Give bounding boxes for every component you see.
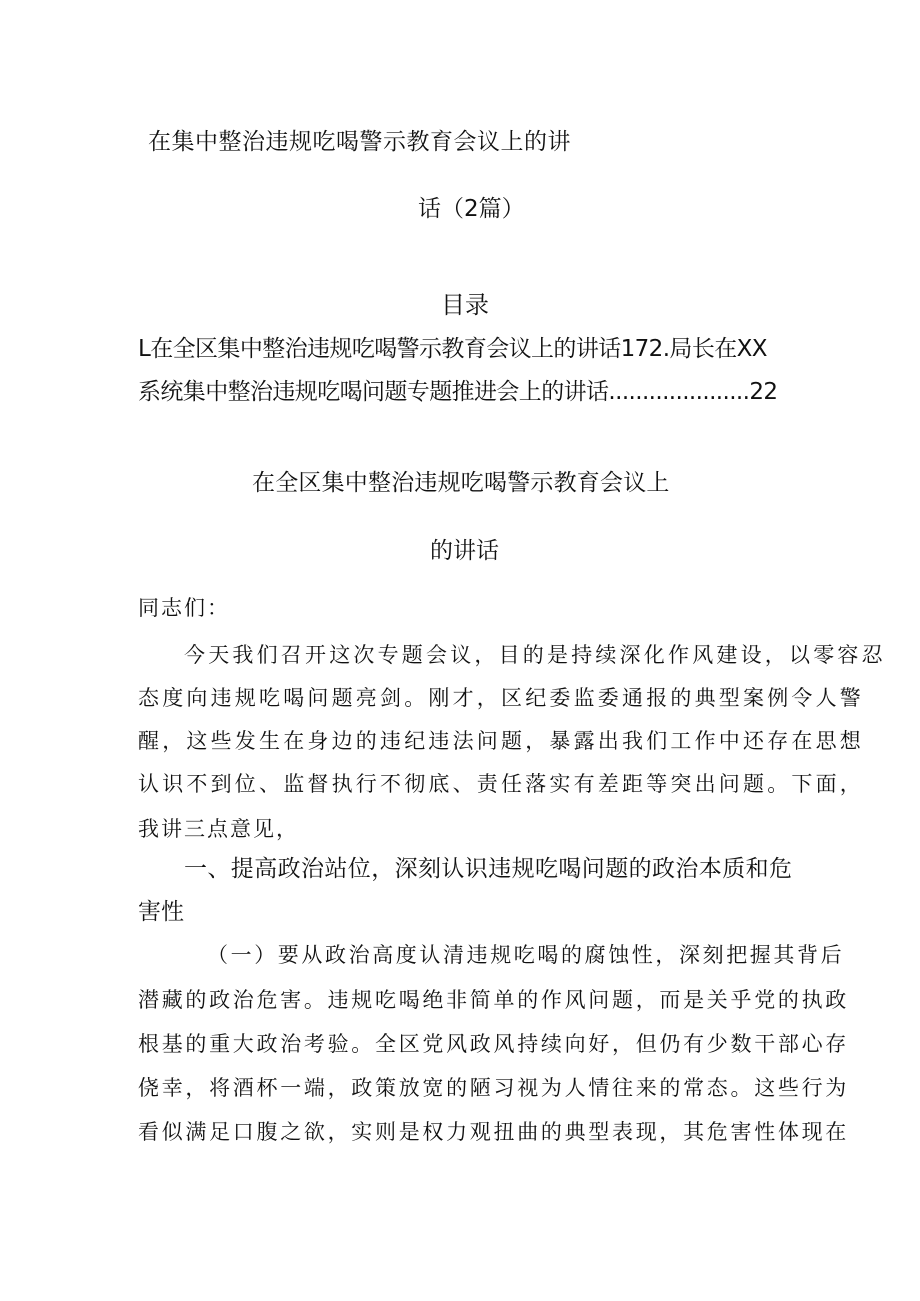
section1-heading-line2: 害性	[138, 899, 184, 925]
toc-entry-line1: L在全区集中整治违规吃喝警示教育会议上的讲话172.局长在XX	[138, 336, 767, 362]
document-title-line1: 在集中整治违规吃喝警示教育会议上的讲	[148, 129, 571, 155]
section1-line: 侥幸，将酒杯一端，政策放宽的陋习视为人情往来的常态。这些行为	[138, 1076, 849, 1100]
intro-line: 我讲三点意见，	[138, 817, 299, 841]
toc-heading: 目录	[441, 291, 489, 319]
intro-line: 态度向违规吃喝问题亮剑。刚才，区纪委监委通报的典型案例令人警	[138, 686, 864, 710]
section1-line: 看似满足口腹之欲，实则是权力观扭曲的典型表现，其危害性体现在	[138, 1120, 849, 1144]
section1-heading-line1: 一、提高政治站位，深刻认识违规吃喝问题的政治本质和危	[184, 856, 793, 882]
section1-line: 潜藏的政治危害。违规吃喝绝非简单的作风问题，而是关乎党的执政	[138, 988, 849, 1012]
section1-line: 根基的重大政治考验。全区党风政风持续向好，但仍有少数干部心存	[138, 1032, 849, 1056]
toc-entry-line2: 系统集中整治违规吃喝问题专题推进会上的讲话.....................22	[138, 379, 778, 405]
intro-line: 认识不到位、监督执行不彻底、责任落实有差距等突出问题。下面，	[138, 772, 864, 796]
intro-line: 今天我们召开这次专题会议，目的是持续深化作风建设，以零容忍	[184, 643, 886, 667]
document-title-line2: 话（2篇）	[418, 196, 525, 222]
section1-line: （一）要从政治高度认清违规吃喝的腐蚀性，深刻把握其背后	[207, 943, 845, 967]
intro-line: 醒，这些发生在身边的违纪违法问题，暴露出我们工作中还存在思想	[138, 729, 864, 753]
speech-greeting: 同志们：	[138, 596, 230, 620]
speech-title-line1: 在全区集中整治违规吃喝警示教育会议上	[252, 470, 670, 496]
speech-title-line2: 的讲话	[430, 538, 499, 564]
